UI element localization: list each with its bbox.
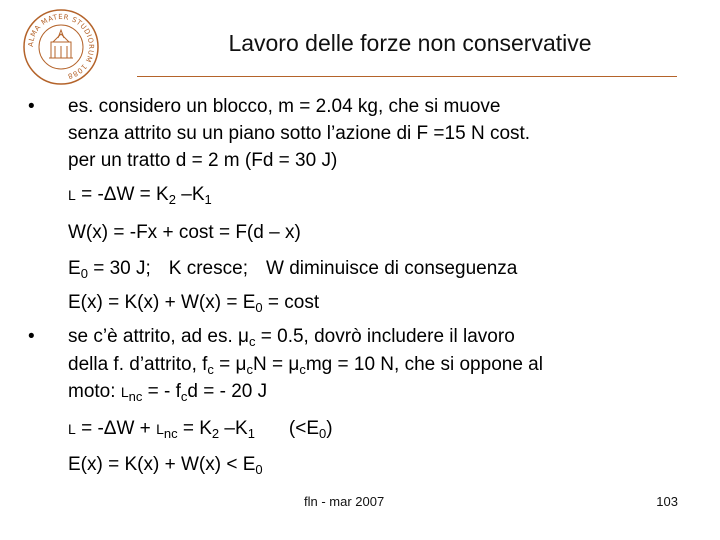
slide-title: Lavoro delle forze non conservative	[228, 30, 592, 56]
bullet1-eq-conservation: $E(x) = K(x) + W(x) = E_0 = \cos t$	[68, 292, 320, 315]
page-number: 103	[656, 494, 678, 509]
bullet-marker: •	[28, 326, 35, 347]
bullet1-eq-energy-values: $E_0 = 30$ J; K cresce; W diminuisce di conseguenza	[68, 258, 518, 281]
bullet1-line3: per un tratto d = 2 m (Fd = 30 J)	[68, 150, 338, 171]
bullet-marker: •	[28, 96, 35, 117]
title-divider	[137, 76, 677, 77]
bullet2-eq-energy-loss: $E(x) = K(x) + W(x) < E_0$	[68, 454, 263, 477]
bullet2-eq-work-energy: $L = -\Delta W + L_{nc} = K_2$ $-K_1$ $(<E_0)$	[68, 418, 333, 441]
bullet1-eq-work-energy: $L = -\Delta W = K_2$ $-K_1$	[68, 184, 212, 207]
work-symbol: L	[68, 187, 76, 203]
bullet2-line1: se c’è attrito, ad es. $\mu_c = 0.5$, dovrò includere il lavoro	[68, 326, 515, 349]
svg-text:ALMA MATER STUDIORUM 1088: ALMA MATER STUDIORUM 1088	[26, 12, 96, 81]
university-seal-logo	[22, 8, 100, 86]
bullet1-line1: es. considero un blocco, m = 2.04 kg, che si muove	[68, 96, 501, 117]
footer-course-date: fln - mar 2007	[304, 494, 385, 509]
bullet1-eq-potential: W(x) = -Fx + cost = F(d – x)	[68, 222, 301, 243]
bullet2-line2: della f. d’attrito, $f_c = \mu_cN = \mu_cmg = 10$ N, che si oppone al	[68, 354, 543, 377]
bullet2-line3: moto: $L_{nc}$ = - $f_cd$ = - 20 J	[68, 381, 268, 404]
bullet1-line2: senza attrito su un piano sotto l’azione di F =15 N cost.	[68, 123, 531, 144]
